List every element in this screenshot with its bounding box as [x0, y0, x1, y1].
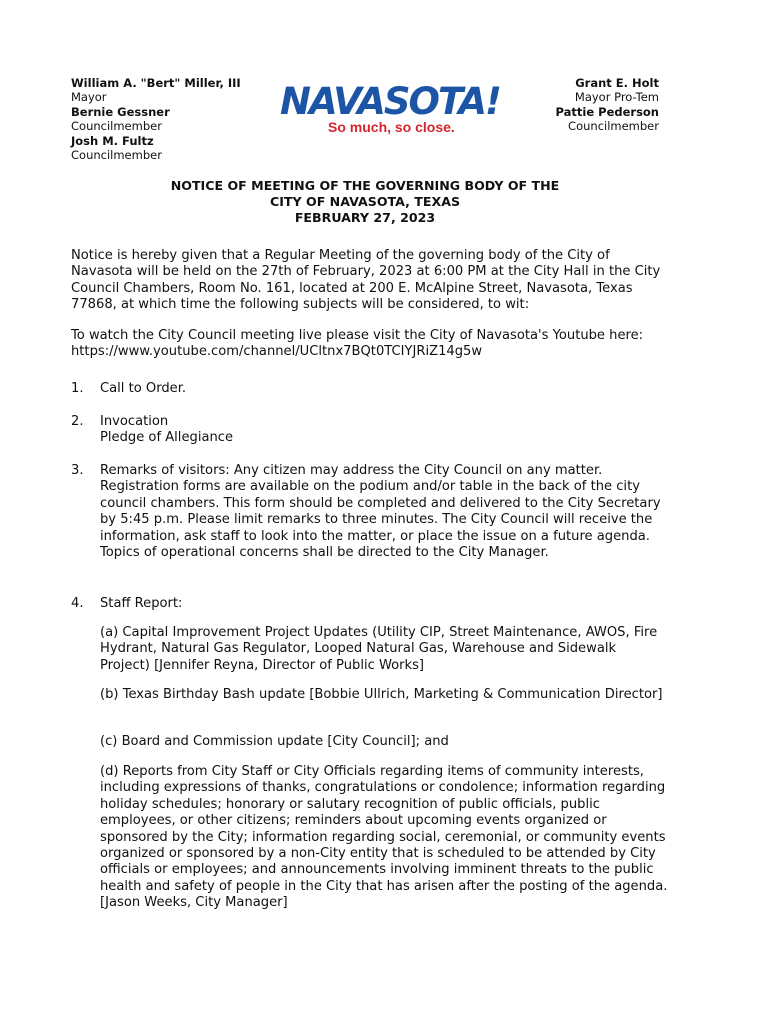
staff-report-item: (d) Reports from City Staff or City Officials regarding items of community interests, including expressions of thanks, congratulations or condolence; information regarding holiday schedules; honorary or salutary recognition of public officials, public employees, or other citizens; reminders about upcoming events organized or sponsored by the City; information regarding social, ceremonial, or community events organized or sponsored by a non-City entity that is scheduled to be attended by City officials or employees; and announcements involving imminent threats to the public health and safety of people in the City that has arisen after the posting of the agenda. [Jason Weeks, City Manager] — [100, 764, 668, 911]
title-line: NOTICE OF MEETING OF THE GOVERNING BODY OF THE — [170, 178, 560, 193]
item-text: Remarks of visitors: Any citizen may address the City Council on any matter. Registration forms are available on the podium and/or table in the back of the city council chambers. This form should be completed and delivered to the City Secretary by 5:45 p.m. Please limit remarks to three minutes. The City Council will receive the information, ask staff to look into the matter, or place the issue on a future agenda. Topics of operational concerns shall be directed to the City Manager. — [100, 463, 661, 561]
council-list-left — [71, 76, 241, 162]
member-name: Bernie Gessner — [71, 104, 170, 119]
item-text: Staff Report: — [100, 596, 183, 611]
member-name: Josh M. Fultz — [71, 133, 154, 148]
member-name: William A. "Bert" Miller, III — [71, 76, 241, 90]
item-text: Call to Order. — [100, 381, 187, 396]
member-role: Mayor — [71, 90, 107, 105]
staff-report-item: (a) Capital Improvement Project Updates (Utility CIP, Street Maintenance, AWOS, Fire Hydrant, Natural Gas Regulator, Looped Natural Gas, Warehouse and Sidewalk Project) [Jennifer Reyna, Director of Public Works] — [100, 625, 658, 673]
item-line: Pledge of Allegiance — [100, 430, 234, 446]
title-line: CITY OF NAVASOTA, TEXAS — [269, 194, 461, 209]
staff-report-item: (c) Board and Commission update [City Council]; and — [100, 734, 449, 749]
member-role: Councilmember — [568, 119, 659, 134]
navasota-logo — [278, 78, 500, 138]
logo-tagline: So much, so close. — [328, 119, 455, 135]
staff-report-item: (b) Texas Birthday Bash update [Bobbie Ullrich, Marketing & Communication Director] — [100, 687, 663, 702]
member-role: Councilmember — [71, 148, 162, 163]
logo-text: NAVASOTA! — [280, 80, 500, 123]
member-role: Councilmember — [71, 119, 162, 134]
member-role: Mayor Pro-Tem — [574, 90, 659, 105]
member-name: Pattie Pederson — [555, 104, 659, 119]
item-number: 2. — [71, 414, 84, 429]
item-number: 4. — [71, 596, 84, 611]
item-line: Invocation — [100, 414, 169, 429]
youtube-paragraph: To watch the City Council meeting live please visit the City of Navasota's Youtube here: https://www.youtube.com/channel/UCltnx7BQt0TCIYJRiZ14g5w — [71, 328, 644, 360]
member-name: Grant E. Holt — [575, 76, 659, 90]
notice-title — [0, 178, 730, 226]
council-list-right — [556, 76, 659, 134]
item-number: 1. — [71, 381, 84, 396]
notice-paragraph: Notice is hereby given that a Regular Meeting of the governing body of the City of Navasota will be held on the 27th of February, 2023 at 6:00 PM at the City Hall in the City Council Chambers, Room No. 161, located at 200 E. McAlpine Street, Navasota, Texas 77868, at which time the following subjects will be considered, to wit: — [71, 248, 661, 313]
item-text — [100, 414, 668, 447]
title-date: FEBRUARY 27, 2023 — [294, 210, 436, 225]
item-number: 3. — [71, 463, 84, 478]
